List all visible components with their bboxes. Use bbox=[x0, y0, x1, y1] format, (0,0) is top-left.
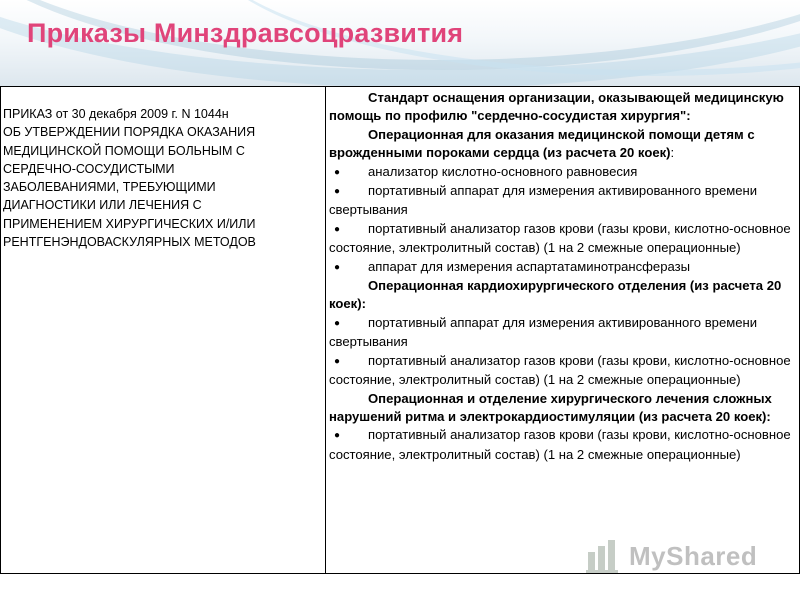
equipment-list-item: ● анализатор кислотно-основного равновесия bbox=[329, 163, 797, 182]
order-line: ПРИКАЗ от 30 декабря 2009 г. N 1044н bbox=[3, 107, 229, 121]
myshared-logo-icon bbox=[585, 538, 623, 574]
bullet-icon: ● bbox=[334, 166, 341, 178]
bullet-icon: ● bbox=[334, 355, 341, 367]
equipment-list-item: ● аппарат для измерения аспартатаминотрансферазы bbox=[329, 258, 797, 277]
equipment-list-item: ● портативный аппарат для измерения активированного времени свертывания bbox=[329, 314, 758, 350]
equipment-list-item: ● портативный анализатор газов крови (газы крови, кислотно-основное состояние, электролитный состав) (1 на 2 смежные операционные) bbox=[329, 427, 791, 462]
header-banner bbox=[0, 0, 800, 86]
equipment-list-item: ● портативный анализатор газов крови (газы крови, кислотно-основное состояние, электролитный состав) (1 на 2 смежные операционные) bbox=[329, 352, 791, 388]
equipment-list-item: ● портативный аппарат для измерения активированного времени свертывания bbox=[329, 183, 758, 218]
section-heading: Операционная для оказания медицинской помощи детям с врожденными пороками сердца (из расчета 20 коек): bbox=[329, 126, 755, 161]
order-line: ДИАГНОСТИКИ ИЛИ ЛЕЧЕНИЯ С bbox=[3, 198, 202, 213]
bullet-icon: ● bbox=[334, 261, 341, 273]
section-heading: Операционная и отделение хирургического лечения сложных нарушений ритма и электрокардиостимуляции (из расчета 20 коек): bbox=[329, 390, 772, 424]
order-line: ПРИМЕНЕНИЕМ ХИРУРГИЧЕСКИХ И/ИЛИ bbox=[3, 216, 256, 231]
section-heading: Операционная кардиохирургического отделения (из расчета 20 коек): bbox=[329, 278, 782, 312]
order-line: РЕНТГЕНЭНДОВАСКУЛЯРНЫХ МЕТОДОВ bbox=[3, 235, 256, 250]
order-line: ОБ УТВЕРЖДЕНИИ ПОРЯДКА ОКАЗАНИЯ bbox=[3, 125, 256, 140]
bullet-icon: ● bbox=[334, 186, 341, 198]
content-table bbox=[0, 86, 800, 574]
bullet-icon: ● bbox=[334, 317, 341, 329]
standard-heading: Стандарт оснащения организации, оказывающей медицинскую помощь по профилю "сердечно-сосудистая хирургия": bbox=[329, 90, 784, 124]
order-line: ЗАБОЛЕВАНИЯМИ, ТРЕБУЮЩИМИ bbox=[3, 180, 216, 195]
order-cell bbox=[1, 87, 326, 574]
order-line: СЕРДЕЧНО-СОСУДИСТЫМИ bbox=[3, 161, 175, 176]
order-line: МЕДИЦИНСКОЙ ПОМОЩИ БОЛЬНЫМ С bbox=[3, 143, 245, 158]
standard-cell bbox=[326, 87, 800, 574]
watermark-text: MyShared bbox=[629, 540, 758, 571]
bullet-icon: ● bbox=[334, 223, 341, 235]
watermark bbox=[585, 538, 757, 574]
equipment-list-item: ● портативный анализатор газов крови (газы крови, кислотно-основное состояние, электролитный состав) (1 на 2 смежные операционные) bbox=[329, 220, 791, 256]
page-title: Приказы Минздравсоцразвития bbox=[27, 18, 464, 48]
bullet-icon: ● bbox=[334, 430, 341, 442]
order-title bbox=[1, 87, 325, 251]
